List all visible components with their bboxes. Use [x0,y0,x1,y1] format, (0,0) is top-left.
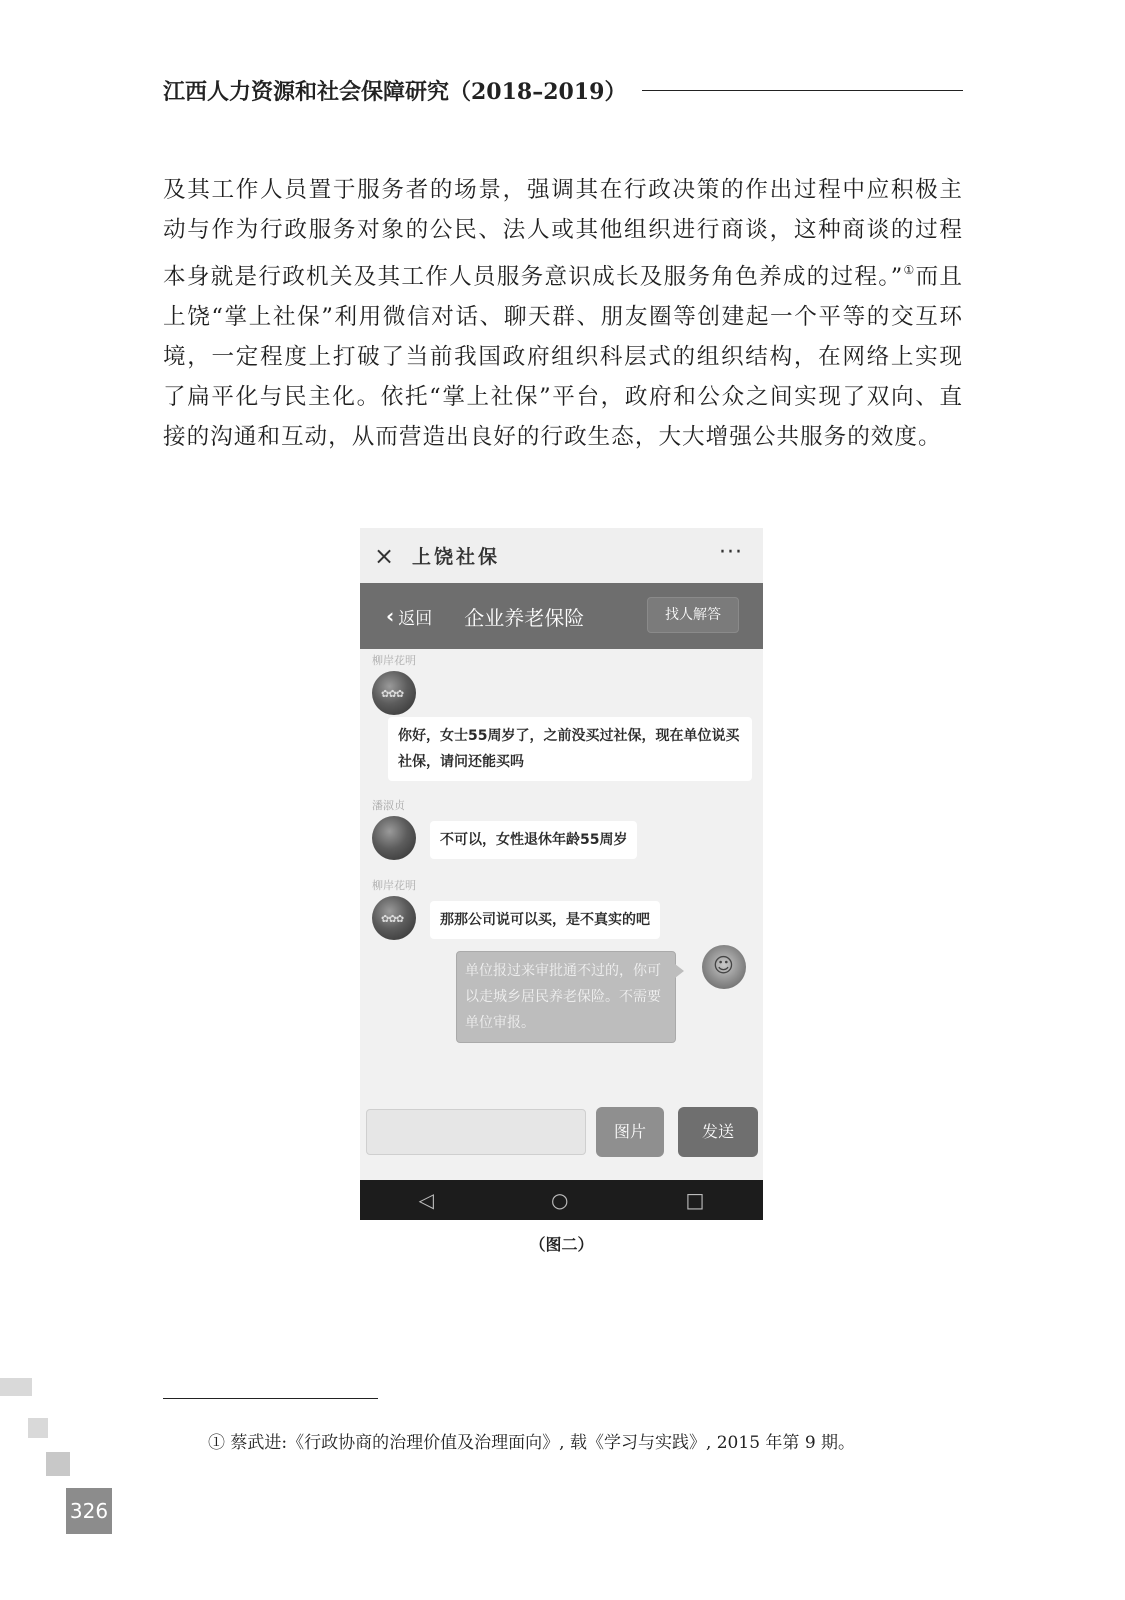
message-bubble: 那那公司说可以买，是不真实的吧 [430,901,660,939]
app-header-bar [360,583,763,649]
image-button[interactable]: 图片 [596,1107,664,1157]
avatar[interactable] [372,816,416,860]
sender-name: 潘淑贞 [372,799,405,812]
phone-screenshot-figure [360,528,763,1220]
paragraph-part-2: 而且上饶“掌上社保”利用微信对话、聊天群、朋友圈等创建起一个平等的交互环境，一定程度上打破了当前我国政府组织科层式的组织结构，在网络上实现了扁平化与民主化。依托“掌上社保”平台，政府和公众之间实现了双向、直接的沟通和互动，从而营造出良好的行政生态，大大增强公共服务的效度。 [163,264,963,450]
footnote-rule [163,1398,378,1399]
avatar[interactable]: ☺ [702,945,746,989]
more-icon[interactable]: ··· [719,540,743,565]
body-paragraph [163,170,963,457]
nav-back-icon[interactable]: ◁ [418,1188,434,1212]
back-button[interactable] [386,604,432,629]
message-bubble: 不可以，女性退休年龄55周岁 [430,821,637,859]
chat-input-row [360,1099,763,1167]
wechat-title-bar [360,528,763,583]
close-icon[interactable]: × [374,541,395,570]
avatar[interactable]: ✿✿✿ [372,671,416,715]
send-button[interactable]: 发送 [678,1107,758,1157]
nav-recent-icon[interactable]: □ [685,1188,705,1212]
sender-name: 柳岸花明 [372,879,416,892]
ask-expert-button[interactable]: 找人解答 [647,597,739,633]
decorative-square [0,1378,32,1396]
nav-home-icon[interactable]: ○ [551,1188,569,1212]
figure-caption: （图二） [529,1235,594,1254]
chat-area [360,649,763,1099]
page-number: 326 [66,1488,112,1534]
app-title: 企业养老保险 [464,605,585,630]
decorative-square [46,1452,70,1476]
paragraph-part-1: 及其工作人员置于服务者的场景，强调其在行政决策的作出过程中应积极主动与作为行政服务对象的公民、法人或其他组织进行商谈，这种商谈的过程本身就是行政机关及其工作人员服务意识成长及服务角色养成的过程。” [163,177,963,290]
footnote: ① 蔡武进:《行政协商的治理价值及治理面向》, 载《学习与实践》, 2015 年第 9 期。 [208,1433,856,1453]
message-bubble: 你好，女士55周岁了，之前没买过社保，现在单位说买社保，请问还能买吗 [388,717,752,781]
decorative-square [28,1418,48,1438]
header-rule [642,90,963,91]
message-input[interactable] [366,1109,586,1155]
sender-name: 柳岸花明 [372,654,416,667]
reply-bubble: 单位报过来审批通不过的，你可以走城乡居民养老保险。不需要单位审报。 [456,951,676,1043]
chevron-left-icon: ‹ [386,604,395,628]
back-label: 返回 [398,608,433,629]
book-title: 江西人力资源和社会保障研究（2018–2019） [163,78,627,105]
running-header [163,70,963,110]
android-nav-bar [360,1180,763,1220]
avatar[interactable]: ✿✿✿ [372,896,416,940]
footnote-reference[interactable]: ① [903,263,916,277]
wechat-page-title: 上饶社保 [412,546,501,568]
